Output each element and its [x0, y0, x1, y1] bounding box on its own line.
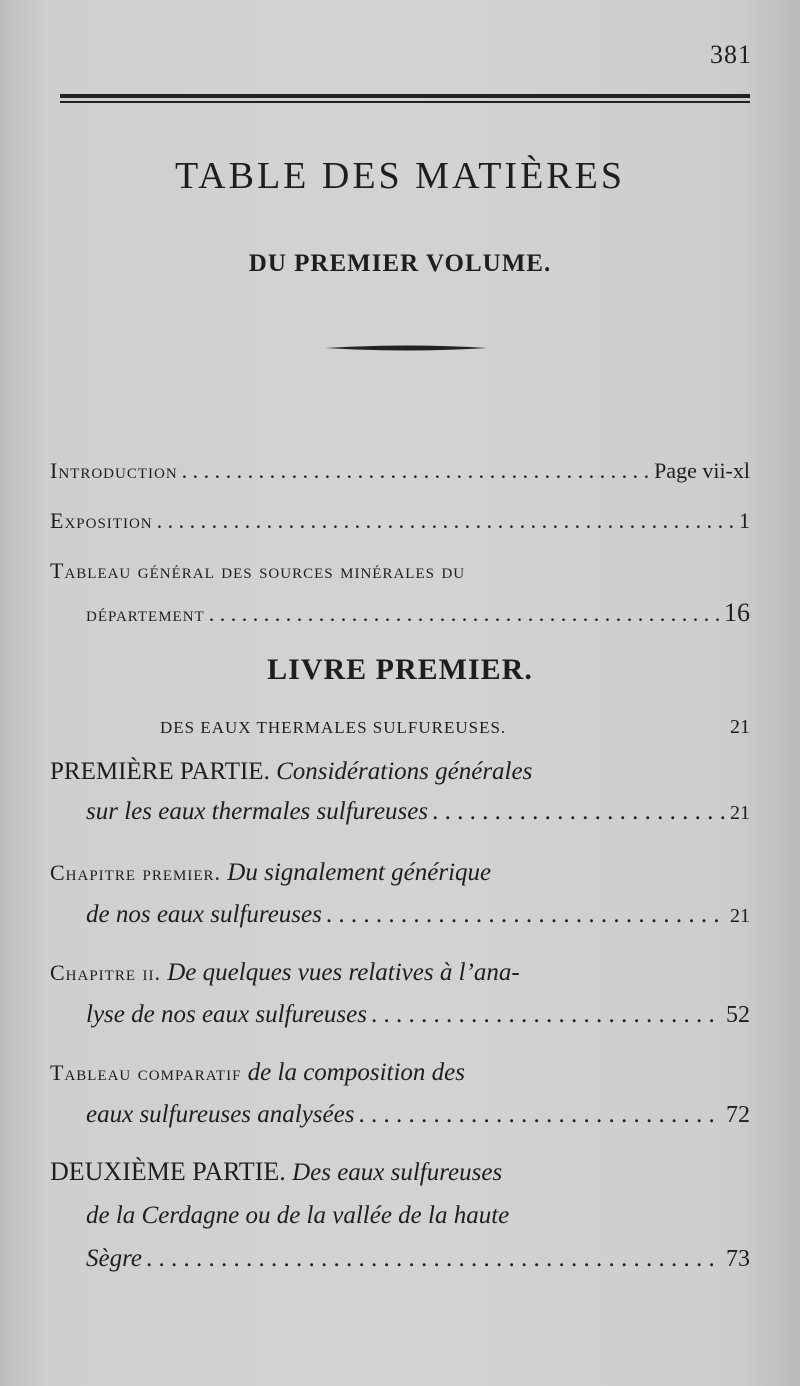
toc-page: 21	[730, 802, 750, 824]
part-description-end: Sègre	[86, 1245, 142, 1272]
toc-entry-tableau-comparatif	[50, 1052, 750, 1136]
livre-heading: LIVRE PREMIER.	[267, 653, 533, 686]
leader-dots	[371, 994, 722, 1036]
leader-dots	[326, 894, 726, 936]
chapter-heading: Chapitre premier.	[50, 860, 222, 885]
toc-page: 1	[739, 508, 750, 533]
toc-entry-chapitre-ii	[50, 952, 750, 1036]
toc-entry-introduction	[50, 450, 750, 492]
table-description: de la composition des	[247, 1059, 466, 1086]
toc-label: DES EAUX THERMALES SULFUREUSES.	[160, 718, 507, 737]
part-description-continued: de la Cerdagne ou de la vallée de la haute	[86, 1202, 510, 1229]
chapter-description: Du signalement générique	[227, 859, 492, 886]
chapter-description: De quelques vues relatives à l’ana-	[167, 959, 520, 986]
part-description-continued: sur les eaux thermales sulfureuses	[86, 798, 429, 825]
leader-dots	[146, 1237, 722, 1280]
chapter-heading: Chapitre ii.	[50, 960, 161, 985]
leader-dots	[157, 500, 735, 542]
table-description-continued: eaux sulfureuses analysées	[86, 1101, 355, 1128]
top-double-rule	[60, 94, 750, 103]
part-description: Considérations générales	[276, 758, 533, 785]
toc-entry-chapitre-premier	[50, 852, 750, 937]
leader-dots	[432, 792, 726, 832]
toc-page: 16	[724, 598, 750, 627]
toc-entry-tableau-general	[50, 550, 750, 635]
part-heading: DEUXIÈME PARTIE.	[50, 1157, 286, 1186]
toc-page: 72	[726, 1102, 750, 1128]
leader-dots	[209, 593, 720, 635]
toc-page: 73	[726, 1246, 750, 1272]
toc-entry-deuxieme-partie	[50, 1150, 750, 1281]
toc-page: 52	[726, 1002, 750, 1028]
toc-label: Exposition	[50, 508, 153, 533]
toc-entry-exposition	[50, 500, 750, 542]
part-description: Des eaux sulfureuses	[292, 1159, 503, 1186]
toc-label: Introduction	[50, 458, 178, 483]
part-heading: PREMIÈRE PARTIE.	[50, 758, 270, 785]
ornament-divider	[325, 343, 487, 353]
toc-entry-eaux-thermales	[50, 706, 750, 749]
leader-dots	[358, 1094, 722, 1136]
page-title: TABLE DES MATIÈRES	[175, 155, 625, 197]
toc-label-continued: département	[86, 601, 205, 626]
toc-entry-premiere-partie	[50, 752, 750, 833]
table-heading: Tableau comparatif	[50, 1060, 242, 1085]
chapter-description-continued: lyse de nos eaux sulfureuses	[86, 1001, 367, 1028]
toc-label: Tableau général des sources minérales du	[50, 558, 466, 583]
page-subtitle: DU PREMIER VOLUME.	[248, 250, 552, 277]
toc-page: 21	[730, 905, 750, 927]
chapter-description-continued: de nos eaux sulfureuses	[86, 901, 322, 928]
toc-page: 21	[730, 716, 750, 738]
toc-page: Page vii-xl	[654, 458, 750, 483]
page-number: 381	[710, 40, 752, 69]
leader-dots	[182, 450, 650, 492]
